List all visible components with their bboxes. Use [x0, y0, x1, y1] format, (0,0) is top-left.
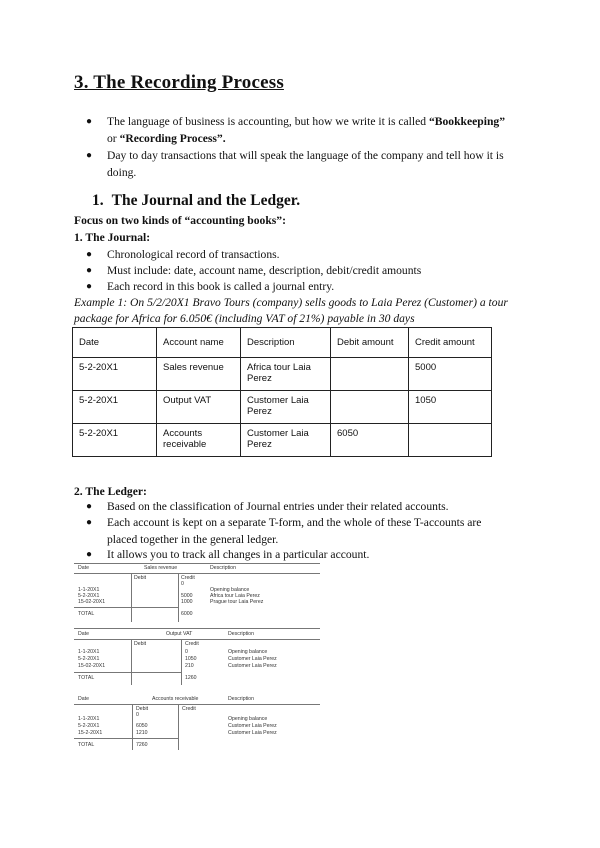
example-line-1: Example 1: On 5/2/20X1 Bravo Tours (company) sells goods to Laia Perez (Customer) a tour: [74, 296, 508, 309]
t-date: 5-2-20X1: [78, 656, 100, 662]
intro-bullet-2: [86, 148, 547, 181]
t-debit-label: Debit: [136, 706, 149, 712]
t-debit-label: Debit: [134, 575, 147, 581]
journal-header-row: [73, 328, 492, 358]
t-total-label: TOTAL: [78, 742, 95, 748]
t-debit: 6050: [136, 723, 148, 729]
cell-credit: [409, 424, 492, 457]
bullet-dot-icon: ●: [86, 116, 93, 127]
table-row: [73, 424, 492, 457]
cell-description: Customer Laia Perez: [241, 391, 331, 424]
ledger-rule: [132, 704, 133, 750]
t-date: 1-1-20X1: [78, 587, 100, 593]
ledger-rule: [178, 573, 179, 622]
t-desc: Africa tour Laia Perez: [210, 593, 260, 599]
ledger-rule: [74, 607, 178, 608]
t-date: 1-1-20X1: [78, 716, 100, 722]
t-account-output-vat: [74, 628, 320, 688]
page-title: 3. The Recording Process: [74, 72, 284, 93]
bullet-dot-icon: ●: [86, 150, 93, 161]
t-total: 6000: [181, 611, 193, 617]
cell-description: Africa tour Laia Perez: [241, 358, 331, 391]
t-col-description: Description: [228, 696, 254, 702]
bookkeeping-term: “Bookkeeping”: [428, 115, 506, 128]
t-desc: Prague tour Laia Perez: [210, 599, 264, 605]
t-date: 5-2-20X1: [78, 723, 100, 729]
t-col-date: Date: [78, 565, 89, 571]
bullet-dot-icon: ●: [86, 549, 93, 560]
t-desc: Customer Laia Perez: [228, 663, 277, 669]
t-account-name: Sales revenue: [144, 565, 178, 571]
t-credit-label: Credit: [185, 641, 199, 647]
col-account-name: Account name: [157, 328, 241, 358]
t-date: 15-02-20X1: [78, 599, 106, 605]
bullet-dot-icon: ●: [86, 281, 93, 292]
intro-bullet-2-line2: doing.: [107, 165, 137, 179]
cell-date: 5-2-20X1: [73, 358, 157, 391]
ledger-rule: [74, 639, 320, 640]
t-col-date: Date: [78, 631, 89, 637]
ledger-bullet-text: Each account is kept on a separate T-form, and the whole of these T-accounts are: [107, 516, 482, 529]
t-credit-label: Credit: [182, 706, 196, 712]
ledger-rule: [74, 563, 320, 564]
t-credit: 5000: [181, 593, 193, 599]
intro-bullet-2-line1: Day to day transactions that will speak the language of the company and tell how it is: [107, 149, 504, 162]
intro-bullet-1: [86, 114, 547, 147]
intro-bullet-1-text: The language of business is accounting, but how we write it is called: [107, 115, 429, 128]
journal-bullet-text: Each record in this book is called a journal entry.: [107, 280, 335, 293]
t-total-label: TOTAL: [78, 675, 95, 681]
t-account-accounts-receivable: [74, 694, 320, 752]
t-col-description: Description: [228, 631, 254, 637]
t-date: 1-1-20X1: [78, 649, 100, 655]
section-heading: [92, 192, 300, 210]
bullet-dot-icon: ●: [86, 265, 93, 276]
ledger-bullet: [86, 547, 370, 564]
t-col-date: Date: [78, 696, 89, 702]
t-desc: Opening balance: [210, 587, 250, 593]
t-credit: 0: [185, 649, 188, 655]
t-desc: Opening balance: [228, 716, 268, 722]
t-total: 7260: [136, 742, 148, 748]
ledger-rule: [74, 738, 178, 739]
section-title: The Journal and the Ledger.: [111, 192, 301, 209]
ledger-rule: [74, 704, 320, 705]
t-account-sales-revenue: [74, 563, 320, 625]
table-row: [73, 391, 492, 424]
journal-heading: 1. The Journal:: [74, 231, 151, 244]
t-date: 15-2-20X1: [78, 730, 103, 736]
ledger-rule: [74, 628, 320, 629]
t-date: 15-02-20X1: [78, 663, 106, 669]
ledger-bullet: [86, 515, 482, 548]
bullet-dot-icon: ●: [86, 517, 93, 528]
ledger-heading: 2. The Ledger:: [74, 485, 147, 498]
t-total: 1260: [185, 675, 197, 681]
t-credit-label: Credit: [181, 575, 195, 581]
cell-account: Accounts receivable: [157, 424, 241, 457]
t-desc: Customer Laia Perez: [228, 723, 277, 729]
ledger-rule: [178, 704, 179, 750]
t-credit: 1000: [181, 599, 193, 605]
journal-table: [72, 327, 492, 457]
journal-bullet: [86, 279, 335, 296]
t-credit: 210: [185, 663, 194, 669]
journal-bullet: [86, 263, 422, 280]
col-description: Description: [241, 328, 331, 358]
ledger-bullet-text: It allows you to track all changes in a particular account.: [107, 548, 370, 561]
section-number: 1.: [92, 192, 104, 209]
journal-bullet: [86, 247, 280, 264]
cell-credit: 5000: [409, 358, 492, 391]
t-credit: 0: [181, 581, 184, 587]
t-total-label: TOTAL: [78, 611, 95, 617]
t-credit: 1050: [185, 656, 197, 662]
cell-debit: [331, 391, 409, 424]
cell-description: Customer Laia Perez: [241, 424, 331, 457]
ledger-bullet-text: Based on the classification of Journal entries under their related accounts.: [107, 500, 449, 513]
cell-date: 5-2-20X1: [73, 391, 157, 424]
ledger-bullet-text-cont: placed together in the general ledger.: [107, 532, 279, 546]
table-row: [73, 358, 492, 391]
col-credit-amount: Credit amount: [409, 328, 492, 358]
t-account-name: Output VAT: [166, 631, 193, 637]
bullet-dot-icon: ●: [86, 501, 93, 512]
t-desc: Customer Laia Perez: [228, 656, 277, 662]
cell-debit: 6050: [331, 424, 409, 457]
ledger-rule: [181, 639, 182, 685]
t-debit-label: Debit: [134, 641, 147, 647]
journal-bullet-text: Chronological record of transactions.: [107, 248, 280, 261]
col-date: Date: [73, 328, 157, 358]
t-account-name: Accounts receivable: [152, 696, 199, 702]
t-debit: 0: [136, 712, 139, 718]
cell-debit: [331, 358, 409, 391]
cell-account: Sales revenue: [157, 358, 241, 391]
bullet-dot-icon: ●: [86, 249, 93, 260]
t-desc: Opening balance: [228, 649, 268, 655]
ledger-bullet: [86, 499, 449, 516]
col-debit-amount: Debit amount: [331, 328, 409, 358]
focus-line: Focus on two kinds of “accounting books”:: [74, 214, 286, 227]
ledger-rule: [131, 573, 132, 622]
cell-credit: 1050: [409, 391, 492, 424]
cell-date: 5-2-20X1: [73, 424, 157, 457]
t-desc: Customer Laia Perez: [228, 730, 277, 736]
cell-account: Output VAT: [157, 391, 241, 424]
journal-bullet-text: Must include: date, account name, description, debit/credit amounts: [107, 264, 422, 277]
intro-bullet-1-or: or: [107, 131, 120, 145]
t-col-description: Description: [210, 565, 236, 571]
ledger-rule: [74, 672, 181, 673]
ledger-rule: [74, 573, 320, 574]
t-date: 5-2-20X1: [78, 593, 100, 599]
ledger-rule: [131, 639, 132, 685]
recording-process-term: “Recording Process”.: [119, 131, 226, 145]
t-debit: 1210: [136, 730, 148, 736]
example-line-2: package for Africa for 6.050€ (including VAT of 21%) payable in 30 days: [74, 312, 415, 325]
